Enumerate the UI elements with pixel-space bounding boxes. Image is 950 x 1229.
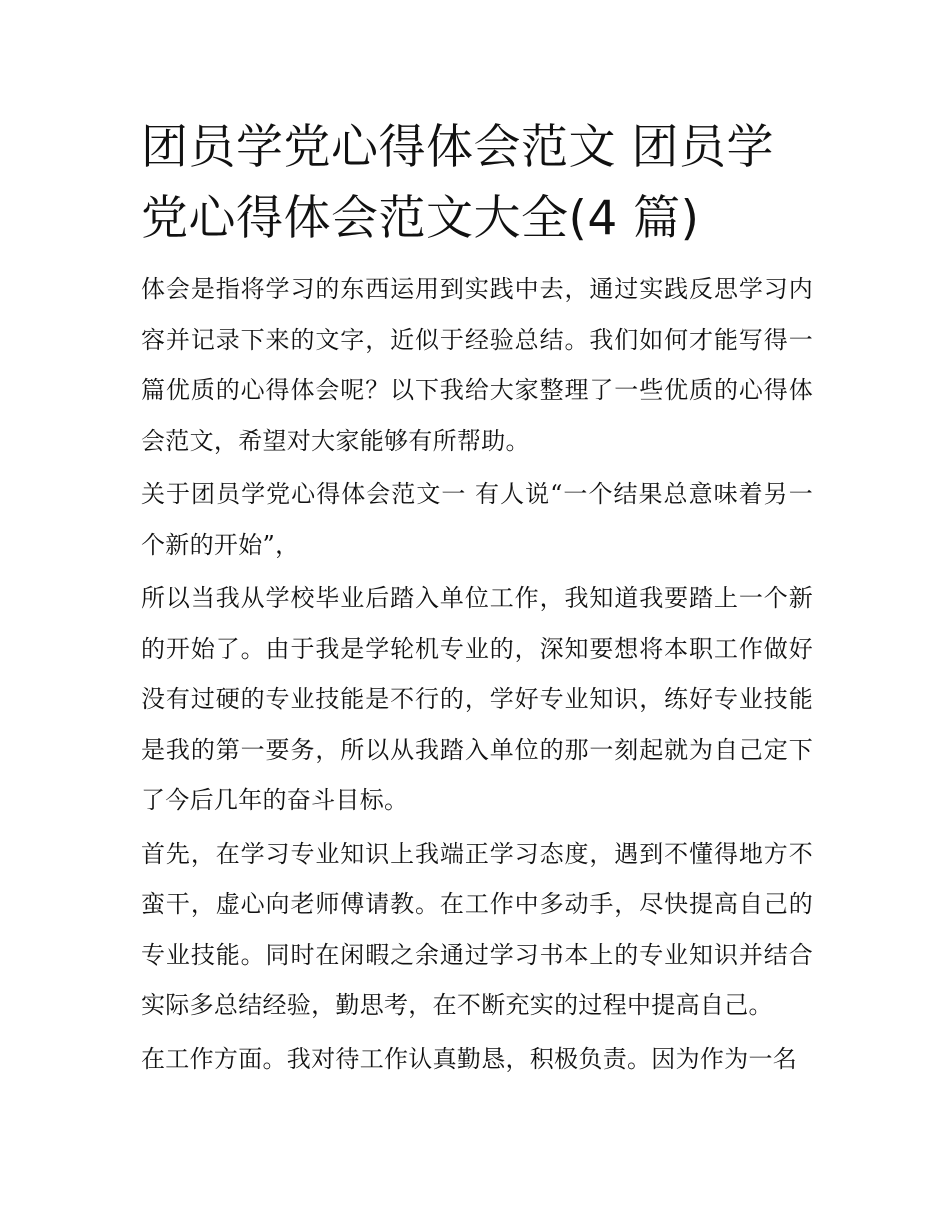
body-paragraph: 首先，在学习专业知识上我端正学习态度，遇到不懂得地方不蛮干，虚心向老师傅请教。在工作中多动手，尽快提高自己的专业技能。同时在闲暇之余通过学习书本上的专业知识并结合实际多总结经验，勤思考，在不断充实的过程中提高自己。: [141, 839, 813, 1019]
document-title: 团员学党心得体会范文 团员学党心得体会范文大全(4 篇): [141, 120, 774, 246]
document-page: [141, 112, 813, 1087]
body-paragraph: 所以当我从学校毕业后踏入单位工作，我知道我要踏上一个新的开始了。由于我是学轮机专业的，深知要想将本职工作做好没有过硬的专业技能是不行的，学好专业知识，练好专业技能是我的第一要务，所以从我踏入单位的那一刻起就为自己定下了今后几年的奋斗目标。: [141, 584, 813, 814]
body-paragraph: 在工作方面。我对待工作认真勤恳，积极负责。因为作为一名: [141, 1044, 798, 1073]
intro-paragraph: 体会是指将学习的东西运用到实践中去，通过实践反思学习内容并记录下来的文字，近似于经验总结。我们如何才能写得一篇优质的心得体会呢？以下我给大家整理了一些优质的心得体会范文，希望对大家能够有所帮助。: [141, 275, 813, 455]
document-body: [141, 264, 813, 1084]
essay-one-heading-paragraph: 关于团员学党心得体会范文一 有人说“一个结果总意味着另一个新的开始”，: [141, 480, 813, 559]
